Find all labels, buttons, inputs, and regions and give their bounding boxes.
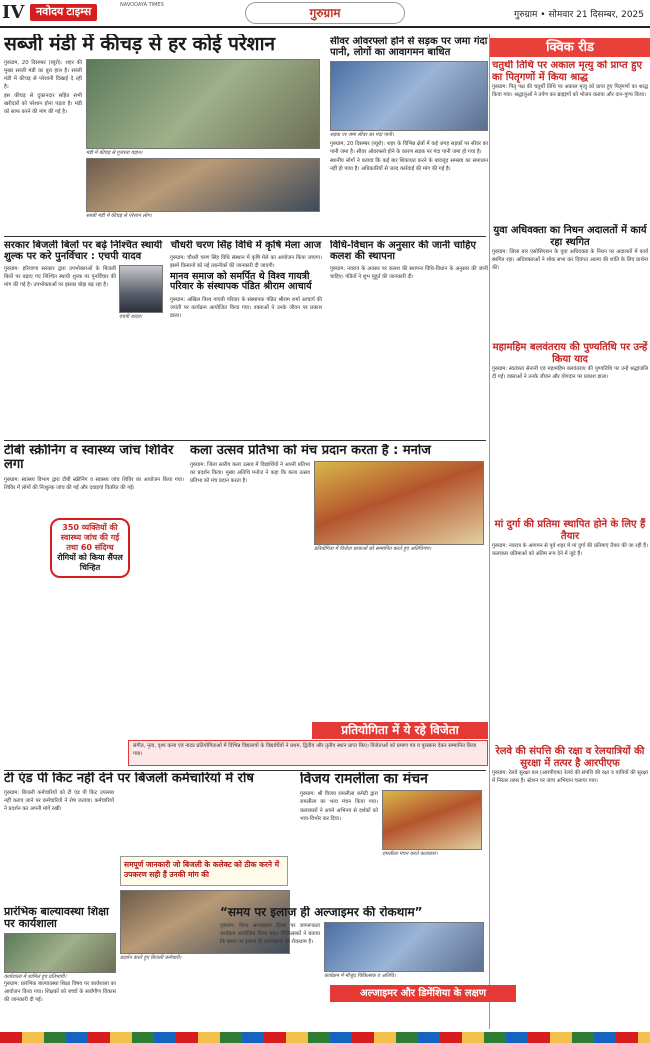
alzheimer-symptoms-box: अल्जाइमर और डिमेंशिया के लक्षण	[330, 985, 516, 1002]
electricity-portrait	[119, 265, 163, 313]
quick-read-item5-headline: रेलवे की संपत्ति की रक्षा व रेलयात्रियों की सुरक्षा में तत्पर है आरपीएफ	[495, 746, 645, 769]
quick-read-title: क्विक रीड	[490, 38, 650, 57]
electricity-body: गुरुग्राम: हरियाणा सरकार द्वारा उपभोक्ताओं के बिजली बिलों पर बढ़ाए गए निश्चित स्थायी शुल्क पर पुनर्विचार की मांग की गई है। उपभोक्ताओं पर इसका बोझ बढ़ रहा है।	[4, 266, 116, 289]
td-body: गुरुग्राम: बिजली कर्मचारियों को टी एंड पी किट उपलब्ध नहीं कराए जाने पर कर्मचारियों ने रोष जताया। कर्मचारियों ने प्रदर्शन कर अपनी मांगें रखीं।	[4, 790, 114, 813]
alzheimer-headline: “समय पर इलाज ही अल्जाइमर की रोकथाम”	[220, 906, 423, 919]
city-name: गुरुग्राम	[245, 2, 405, 24]
kala-headline: कला उत्सव प्रतिभा को मंच प्रदान करता है : मनोज	[190, 444, 431, 458]
ramleela-caption: रामलीला मंचन करते कलाकार।	[382, 851, 438, 858]
ramleela-photo	[382, 790, 482, 850]
lead-caption-1: मंडी में कीचड़ से गुजरता वाहन।	[86, 149, 143, 156]
winners-box: संगीत, नृत्य, दृश्य कला एवं नाट्य प्रतियोगिताओं में विभिन्न विद्यालयों के विद्यार्थियों ने प्रथम, द्वितीय और तृतीय स्थान प्राप्त किए। विजेताओं को प्रमाण पत्र व पुरस्कार देकर सम्मानित किया गया।	[128, 740, 488, 766]
chaudhary-headline: चौधरी चरण सिंह विधि में कृषि मेला आज	[170, 240, 322, 251]
td-headline: टी एंड पी किट नहीं देने पर बिजली कर्मचारियों में रोष	[4, 772, 254, 786]
quick-read-item4-headline: मां दुर्गा की प्रतिमा स्थापित होने के लिए हैं तैयार	[494, 519, 646, 542]
quick-read-column	[492, 60, 648, 1020]
alzheimer-caption: कार्यक्रम में मौजूद चिकित्सक व अतिथि।	[324, 973, 396, 980]
electricity-caption: एचपी यादव।	[119, 314, 143, 320]
manav-body: गुरुग्राम: अखिल विश्व गायत्री परिवार के संस्थापक पंडित श्रीराम शर्मा आचार्य की जयंती पर कार्यक्रम आयोजित किया गया। वक्ताओं ने उनके जीवन पर प्रकाश डाला।	[170, 296, 322, 319]
ramleela-body: गुरुग्राम: श्री विजय रामलीला कमेटी द्वारा रामलीला का भव्य मंचन किया गया। कलाकारों ने अपने अभिनय से दर्शकों को भाव-विभोर कर दिया।	[300, 791, 378, 822]
manav-headline: मानव समाज को समर्पित थे विश्व गायत्री परिवार के संस्थापक पंडित श्रीराम आचार्य	[170, 271, 312, 293]
quick-read-item1-headline: चतुर्थी तिथि पर अकाल मृत्यु को प्राप्त हुए का पितृगणों में किया श्राद्ध	[492, 60, 642, 83]
kala-caption: प्रतियोगिता में विजेता छात्राओं को सम्मानित करते हुए अतिथिगण।	[314, 546, 432, 553]
electricity-headline: सरकार बिजली बिलों पर बढ़े निश्चित स्थायी शुल्क पर करे पुनर्विचार : एचपी यादव	[4, 240, 163, 262]
quick-read-item1-body: गुरुग्राम: पितृ पक्ष की चतुर्थी तिथि पर अकाल मृत्यु को प्राप्त हुए पितृगणों का श्राद्ध किया गया। श्रद्धालुओं ने तर्पण कर ब्राह्मणों को भोजन कराया और दान-पुण्य किया।	[492, 84, 648, 99]
kala-article	[190, 444, 486, 722]
sewer-para: गुरुग्राम, 20 दिसम्बर (ब्यूरो): शहर के विभिन्न क्षेत्रों में कई जगह सड़कों पर सीवर का पानी जमा है। सीवर ओवरफ्लो होने के कारण सड़क पर गंदा पानी जमा हो गया है।	[330, 141, 488, 156]
tb-callout-main: 350 व्यक्तियों की स्वास्थ्य जांच की गई तथा 60 संदिग्ध	[60, 523, 120, 552]
brand-logo: नवोदय टाइम्स	[30, 4, 97, 21]
lead-para: गुरुग्राम, 20 दिसम्बर (ब्यूरो): शहर की मुख्य सब्जी मंडी का बुरा हाल है। सब्जी मंडी में कीचड़ से परेशानी दिखाई दे रही है।	[4, 59, 82, 91]
winners-banner: प्रतियोगिता में ये रहे विजेता	[312, 722, 488, 739]
tb-callout	[50, 518, 130, 578]
quick-read-item4-body: गुरुग्राम: नवरात्र के आगमन से पूर्व शहर में मां दुर्गा की प्रतिमाएं तैयार की जा रही हैं। कलाकार प्रतिमाओं को अंतिम रूप देने में जुटे हैं।	[492, 543, 648, 558]
alzheimer-photo	[324, 922, 484, 972]
footer-strip	[0, 1032, 650, 1043]
lead-body	[4, 59, 82, 219]
lead-para: इस कीचड़ से दुकानदार सहित सभी खरीदारों को परेशान होना पड़ता है। मंडी को साफ करने की मांग की गई है।	[4, 93, 82, 116]
electricity-article	[4, 240, 164, 440]
masthead	[0, 0, 650, 28]
ramleela-article	[300, 772, 486, 902]
tb-headline: टीबी स्क्रीनिंग व स्वास्थ्य जांच शिविर लगा	[4, 444, 174, 473]
divider	[4, 440, 486, 441]
kala-body: गुरुग्राम: जिला स्तरीय कला उत्सव में विद्यार्थियों ने अपनी प्रतिभा का प्रदर्शन किया। मुख्य अतिथि मनोज ने कहा कि कला उत्सव प्रतिभा को मंच प्रदान करता है।	[190, 462, 310, 485]
lead-article	[4, 34, 324, 234]
brand-subtitle: NAVODAYA TIMES	[120, 2, 164, 8]
sewer-body	[330, 140, 488, 173]
td-caption: प्रदर्शन करते हुए बिजली कर्मचारी।	[120, 955, 182, 961]
manav-article	[170, 262, 322, 440]
tb-body: गुरुग्राम: स्वास्थ्य विभाग द्वारा टीबी स्क्रीनिंग व स्वास्थ्य जांच शिविर का आयोजन किया गया। शिविर में लोगों की निःशुल्क जांच की गई और दवाइयां वितरित की गईं।	[4, 476, 184, 491]
lead-caption-2: सब्जी मंडी में कीचड़ से परेशान लोग।	[86, 212, 152, 219]
column-divider	[489, 34, 490, 1029]
quick-read-item2-headline: युवा अधिवक्ता का निधन अदालतों में कार्य रहा स्थगित	[493, 225, 647, 248]
vidhi-article	[330, 240, 488, 440]
sewer-article	[330, 36, 488, 236]
divider	[4, 770, 486, 771]
quick-read-item2-body: गुरुग्राम: जिला बार एसोसिएशन के युवा अधिवक्ता के निधन पर अदालतों में कार्य स्थगित रहा। अधिवक्ताओं ने शोक सभा कर दिवंगत आत्मा की शांति के लिए प्रार्थना की।	[492, 249, 648, 272]
quick-read-item5-body: गुरुग्राम: रेलवे सुरक्षा बल (आरपीएफ) रेलवे की संपत्ति की रक्षा व यात्रियों की सुरक्षा में निरंतर तत्पर है। स्टेशन पर जांच अभियान चलाया गया।	[492, 770, 648, 785]
sewer-caption: सड़क पर जमा सीवर का गंदा पानी।	[330, 132, 394, 138]
bal-article	[4, 906, 116, 1026]
quick-read-item3-body: गुरुग्राम: स्वतंत्रता सेनानी एवं महामहिम बलवंतराय की पुण्यतिथि पर उन्हें श्रद्धांजलि दी गई। वक्ताओं ने उनके जीवन और योगदान पर प्रकाश डाला।	[492, 366, 648, 381]
alzheimer-article	[220, 906, 486, 1026]
bal-headline: प्रारंभिक बाल्यावस्था शिक्षा पर कार्यशाला	[4, 906, 109, 931]
lead-photo-crowd	[86, 158, 320, 212]
sewer-photo	[330, 61, 488, 131]
td-urgent-box	[120, 856, 288, 886]
sewer-headline: सीवर ओवरफ्लो होने से सड़क पर जमा गंदा पानी, लोगों का आवागमन बाधित	[330, 36, 488, 58]
divider	[4, 236, 486, 237]
lead-headline: सब्जी मंडी में कीचड़ से हर कोई परेशान	[4, 34, 276, 55]
chaudhary-body: गुरुग्राम: चौधरी चरण सिंह विधि संस्थान में कृषि मेले का आयोजन किया जाएगा। इसमें किसानों को नई तकनीकों की जानकारी दी जाएगी।	[170, 255, 322, 270]
page-number: IV	[2, 2, 25, 23]
ramleela-headline: विजय रामलीला का मंचन	[300, 772, 428, 787]
quick-read-item3-headline: महामहिम बलवंतराय की पुण्यतिथि पर उन्हें किया याद	[492, 342, 648, 365]
vidhi-body: गुरुग्राम: नवरात्र के अवसर पर कलश की स्थापना विधि-विधान के अनुसार की जानी चाहिए। पंडितों ने शुभ मुहूर्त की जानकारी दी।	[330, 266, 488, 281]
td-urgent-text: समपूर्ण जानकारी जो बिजली के कलेक्ट को ठीक करने में उपकरण सही हैं उनकी मांग की	[124, 860, 280, 879]
lead-photo-mandi	[86, 59, 320, 149]
kala-photo	[314, 461, 484, 545]
bal-body: गुरुग्राम: प्रारंभिक बाल्यावस्था शिक्षा विषय पर कार्यशाला का आयोजन किया गया। शिक्षकों को बच्चों के सर्वांगीण विकास की जानकारी दी गई।	[4, 981, 116, 1004]
tb-callout-alt: रोगियों को किया सैंपल चिन्हित	[57, 553, 123, 572]
sewer-para: स्थानीय लोगों ने बताया कि कई बार शिकायत करने के बावजूद समस्या का समाधान नहीं हो पाया है। अधिकारियों से जल्द कार्रवाई की मांग की गई है।	[330, 158, 488, 173]
vidhi-headline: विधि-विधान के अनुसार की जानी चाहिए कलश की स्थापना	[330, 240, 476, 262]
bal-photo	[4, 933, 116, 973]
bal-caption: कार्यशाला में शामिल हुए प्रतिभागी।	[4, 974, 67, 981]
alzheimer-body: गुरुग्राम: विश्व अल्जाइमर दिवस पर जागरूकता कार्यक्रम आयोजित किया गया। चिकित्सकों ने बताया कि समय पर इलाज ही अल्जाइमर की रोकथाम है।	[220, 923, 320, 946]
dateline: गुरुग्राम • सोमवार 21 दिसम्बर, 2025	[514, 10, 644, 20]
